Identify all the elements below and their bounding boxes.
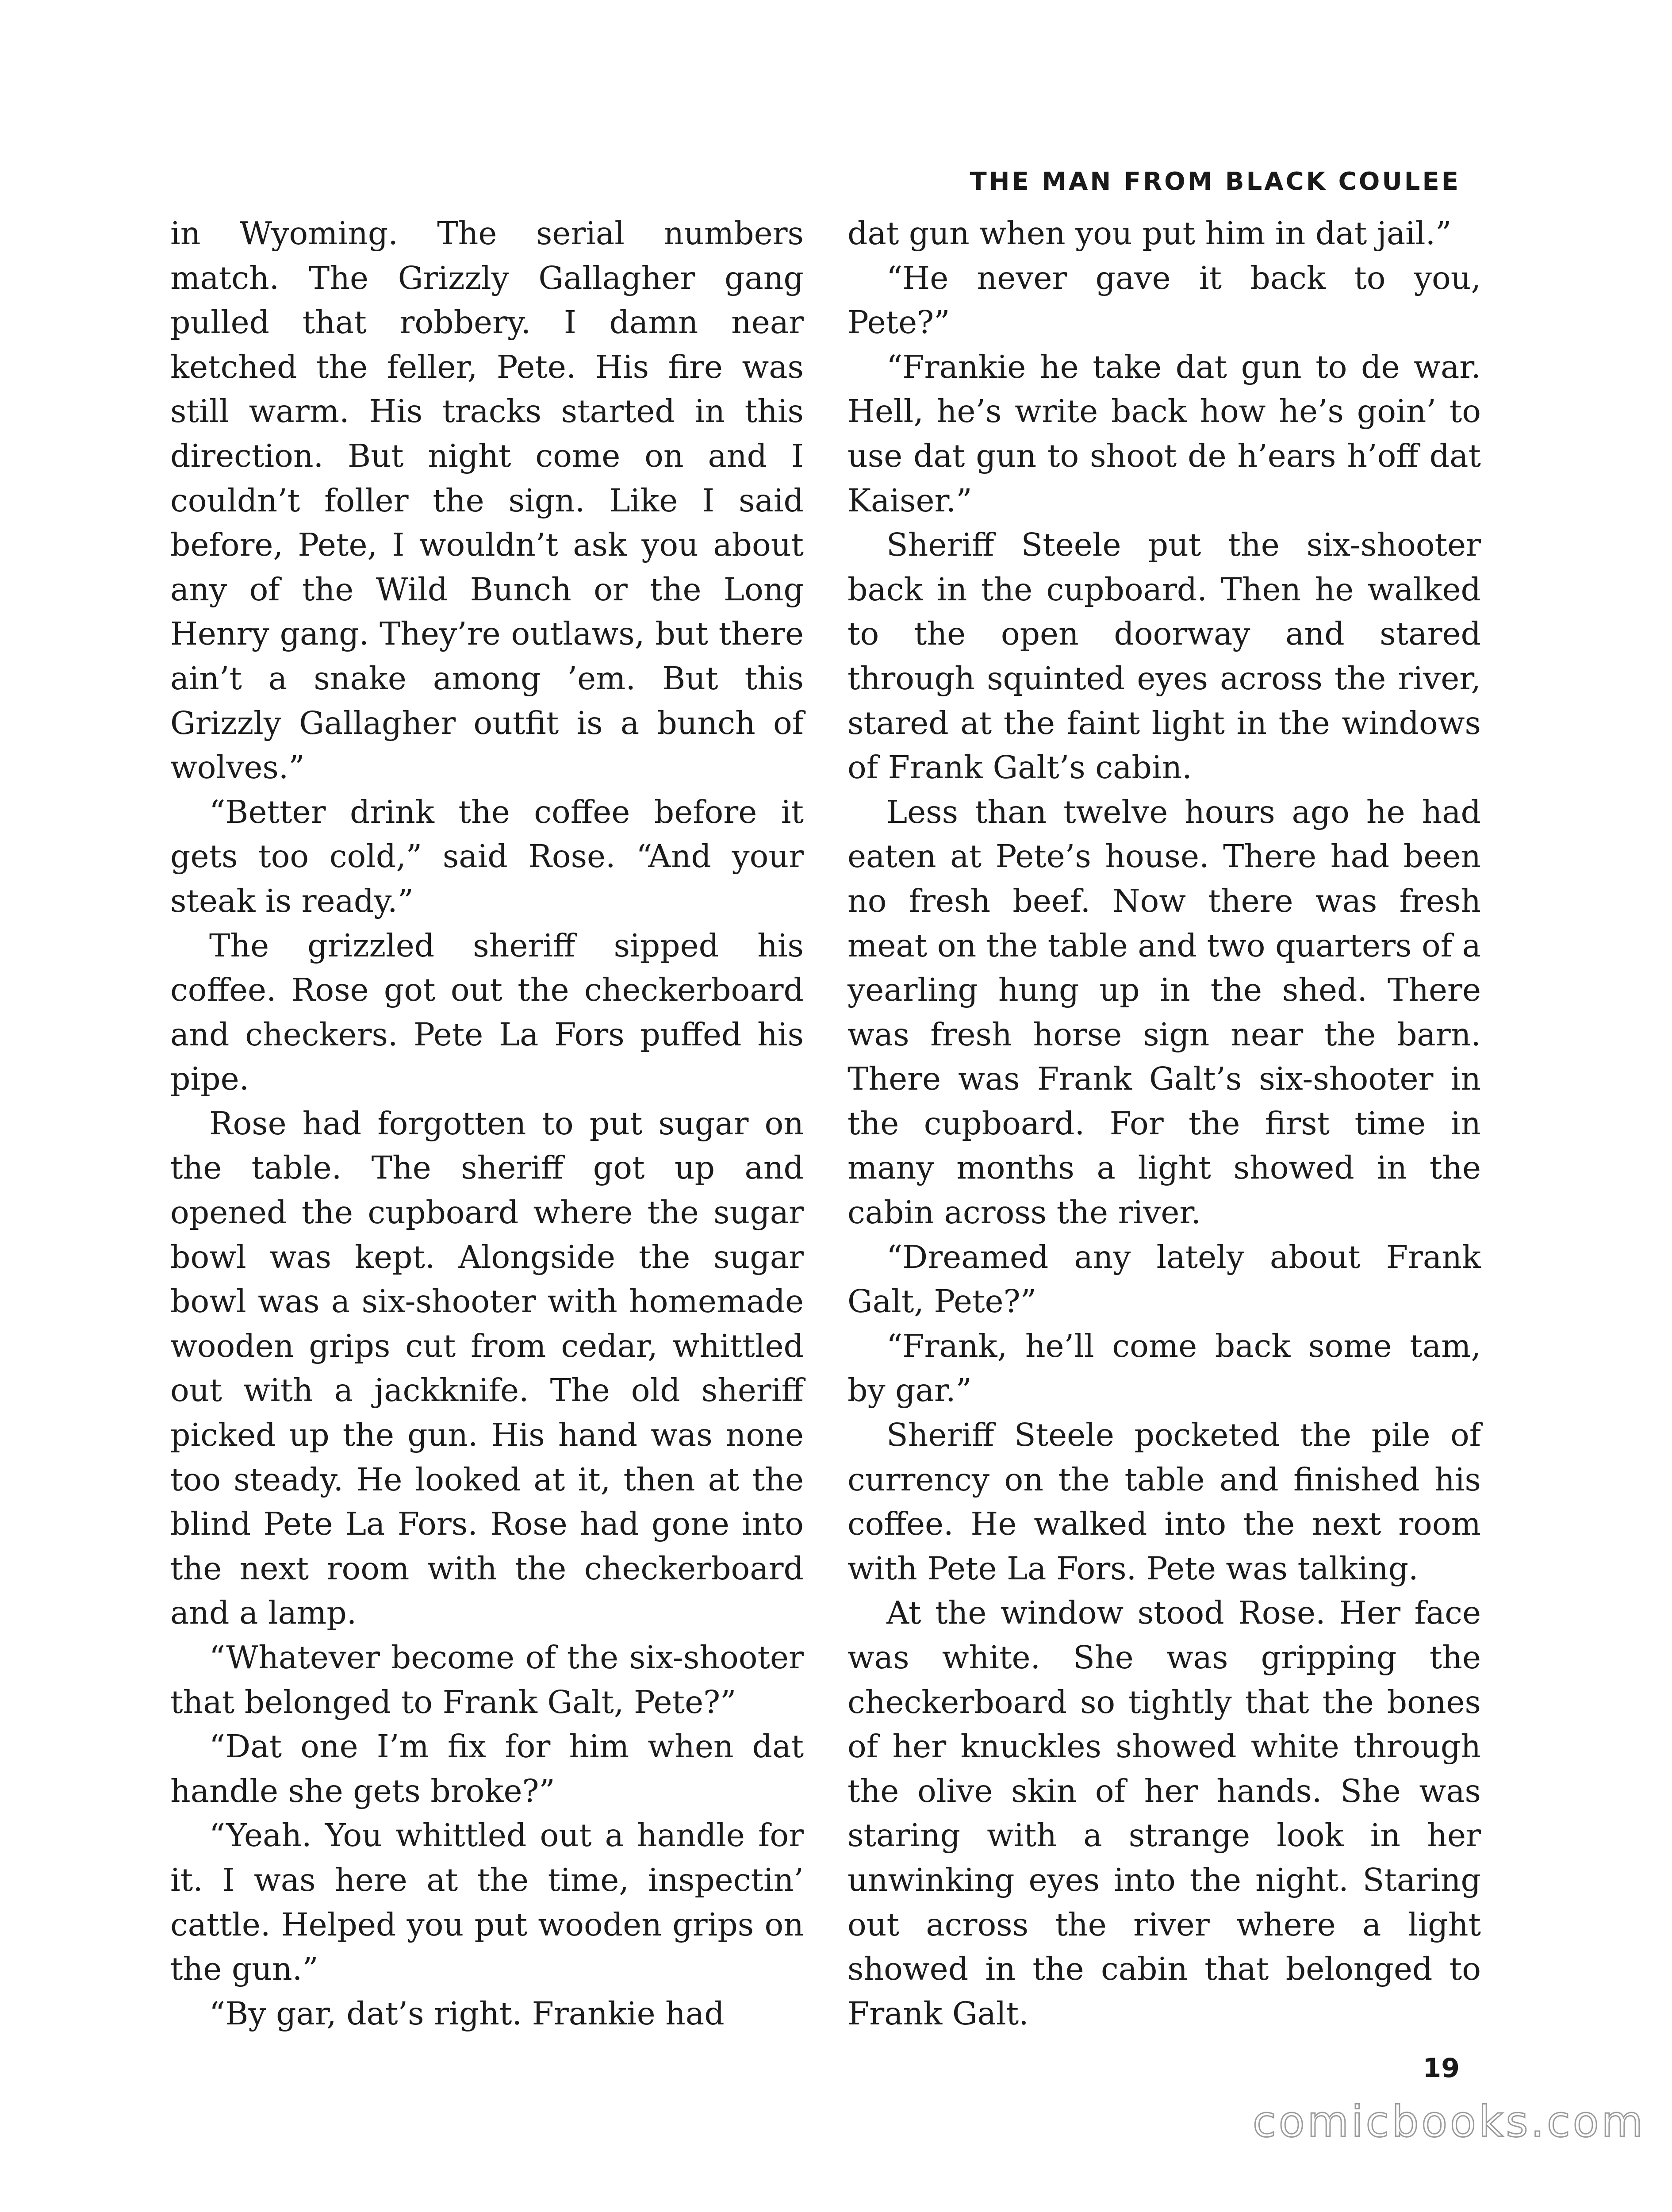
paragraph: dat gun when you put him in dat jail.” [848, 215, 1452, 252]
paragraph: Sheriff Steele pocketed the pile of currency on the table and finished his coffee. He walked into the next room with Pete La Fors. Pete was talking. [848, 1417, 1481, 1587]
paragraph: At the window stood Rose. Her face was white. She was gripping the checkerboard so tightly that the bones of her knuckles showed white through the olive skin of her hands. She was staring with a strange look in her unwinking eyes into the night. Staring out across the river where a light showed in the cabin that belonged to Frank Galt. [848, 1594, 1481, 2032]
running-title: THE MAN FROM BLACK COULEE [970, 167, 1461, 196]
paragraph: The grizzled sheriff sipped his coffee. Rose got out the checkerboard and checkers. Pete La Fors puffed his pipe. [170, 927, 804, 1098]
paragraph: in Wyoming. The serial numbers match. The Grizzly Gallagher gang pulled that robbery. I damn near ketched the feller, Pete. His fire was still warm. His tracks started in this direction. But night come on and I couldn’t foller the sign. Like I said before, Pete, I wouldn’t ask you about any of the Wild Bunch or the Long Henry gang. They’re outlaws, but there ain’t a snake among ’em. But this Grizzly Gallagher outfit is a bunch of wolves.” [170, 215, 804, 786]
paragraph: “Frank, he’ll come back some tam, by gar.” [848, 1327, 1481, 1409]
paragraph: Sheriff Steele put the six-shooter back in the cupboard. Then he walked to the open doorway and stared through squinted eyes across the river, stared at the faint light in the windows of Frank Galt’s cabin. [848, 526, 1481, 786]
left-text-column [170, 211, 804, 2036]
paragraph: “He never gave it back to you, Pete?” [848, 259, 1481, 341]
watermark: comicbooks.com [1252, 2097, 1645, 2147]
page-number: 19 [1423, 2053, 1460, 2084]
paragraph: “Dat one I’m fix for him when dat handle she gets broke?” [170, 1728, 804, 1809]
paragraph: “Dreamed any lately about Frank Galt, Pete?” [848, 1238, 1481, 1320]
paragraph: “Whatever become of the six-shooter that belonged to Frank Galt, Pete?” [170, 1639, 804, 1720]
right-text-column [848, 211, 1481, 2036]
paragraph: Rose had forgotten to put sugar on the table. The sheriff got up and opened the cupboard where the sugar bowl was kept. Alongside the sugar bowl was a six-shooter with homemade wooden grips cut from cedar, whittled out with a jackknife. The old sheriff picked up the gun. His hand was none too steady. He looked at it, then at the blind Pete La Fors. Rose had gone into the next room with the checkerboard and a lamp. [170, 1105, 804, 1632]
paragraph: “By gar, dat’s right. Frankie had [209, 1995, 725, 2032]
paragraph: “Better drink the coffee before it gets too cold,” said Rose. “And your steak is ready.” [170, 793, 804, 919]
paragraph: Less than twelve hours ago he had eaten at Pete’s house. There had been no fresh beef. Now there was fresh meat on the table and two quarters of a yearling hung up in the shed. There was fresh horse sign near the barn. There was Frank Galt’s six-shooter in the cupboard. For the first time in many months a light showed in the cabin across the river. [848, 793, 1481, 1231]
paragraph: “Yeah. You whittled out a handle for it. I was here at the time, inspectin’ cattle. Helped you put wooden grips on the gun.” [170, 1817, 804, 1988]
paragraph: “Frankie he take dat gun to de war. Hell, he’s write back how he’s goin’ to use dat gun to shoot de h’ears h’off dat Kaiser.” [848, 348, 1481, 519]
